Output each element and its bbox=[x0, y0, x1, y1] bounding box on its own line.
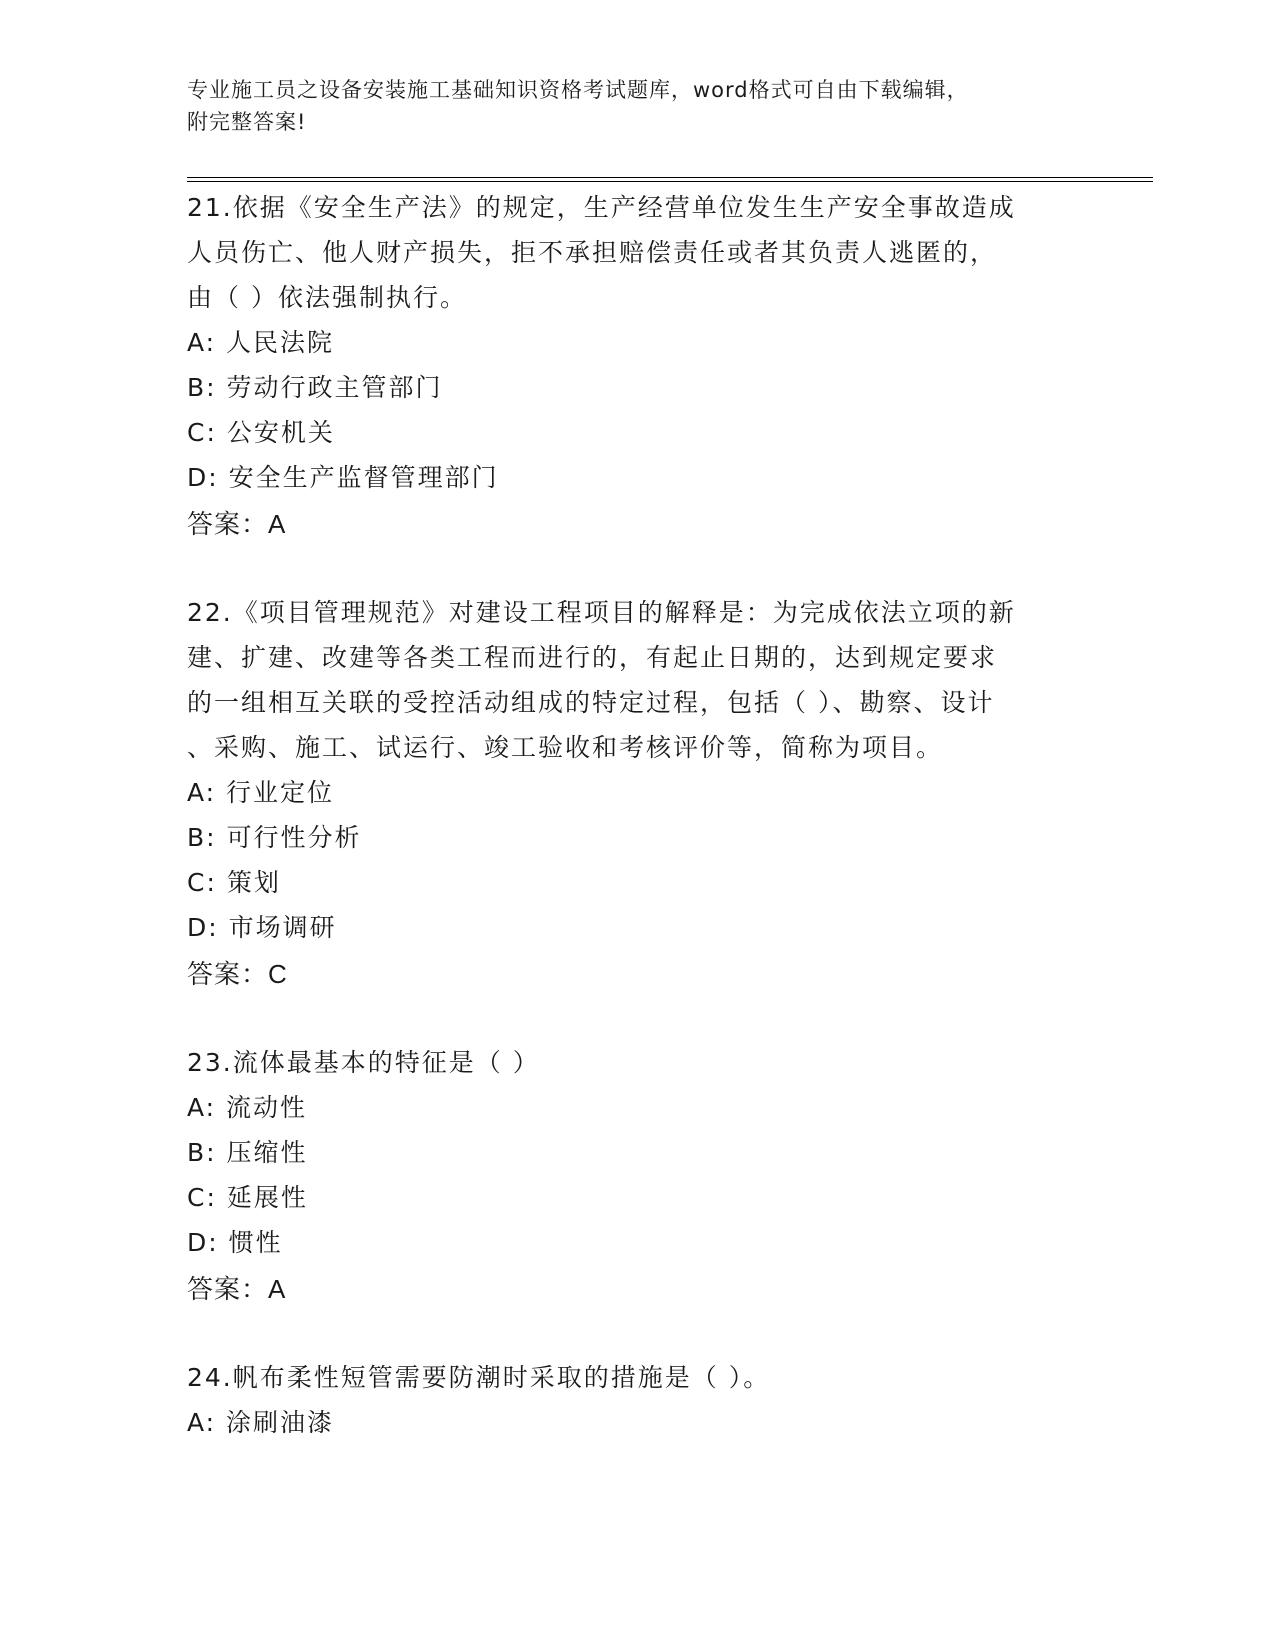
question-stem-line: 人员伤亡、他人财产损失，拒不承担赔偿责任或者其负责人逃匿的， bbox=[187, 238, 998, 267]
answer-line: 答案：A bbox=[187, 509, 287, 539]
option-b: B: 压缩性 bbox=[187, 1138, 308, 1167]
answer-line: 答案：A bbox=[187, 1274, 287, 1304]
option-d: D: 市场调研 bbox=[187, 913, 337, 942]
option-c: C: 公安机关 bbox=[187, 418, 335, 447]
header-divider-top bbox=[187, 177, 1153, 178]
question-stem-line: 24.帆布柔性短管需要防潮时采取的措施是（ ）。 bbox=[187, 1363, 771, 1392]
option-c: C: 延展性 bbox=[187, 1183, 308, 1212]
option-a: A: 涂刷油漆 bbox=[187, 1408, 335, 1437]
question-stem-line: 的一组相互关联的受控活动组成的特定过程，包括（ ）、勘察、设计 bbox=[187, 688, 995, 717]
header-line-2: 附完整答案! bbox=[187, 110, 307, 134]
option-b: B: 劳动行政主管部门 bbox=[187, 373, 443, 402]
option-a: A: 流动性 bbox=[187, 1093, 308, 1122]
option-a: A: 行业定位 bbox=[187, 778, 335, 807]
option-a: A: 人民法院 bbox=[187, 328, 335, 357]
question-stem-line: 建、扩建、改建等各类工程而进行的，有起止日期的，达到规定要求 bbox=[187, 643, 998, 672]
option-b: B: 可行性分析 bbox=[187, 823, 362, 852]
question-stem-line: 21.依据《安全生产法》的规定，生产经营单位发生生产安全事故造成 bbox=[187, 193, 1016, 222]
header-line-1: 专业施工员之设备安装施工基础知识资格考试题库，word格式可自由下载编辑， bbox=[187, 78, 969, 102]
question-stem-line: 、采购、施工、试运行、竣工验收和考核评价等，简称为项目。 bbox=[187, 733, 944, 762]
answer-line: 答案：C bbox=[187, 959, 288, 989]
option-c: C: 策划 bbox=[187, 868, 281, 897]
option-d: D: 安全生产监督管理部门 bbox=[187, 463, 499, 492]
question-stem-line: 23.流体最基本的特征是（ ） bbox=[187, 1048, 540, 1077]
question-stem-line: 22.《项目管理规范》对建设工程项目的解释是：为完成依法立项的新 bbox=[187, 598, 1016, 627]
question-stem-line: 由（ ）依法强制执行。 bbox=[187, 283, 467, 312]
option-d: D: 惯性 bbox=[187, 1228, 283, 1257]
header-divider-bottom bbox=[187, 181, 1153, 182]
document-header bbox=[187, 74, 1087, 138]
